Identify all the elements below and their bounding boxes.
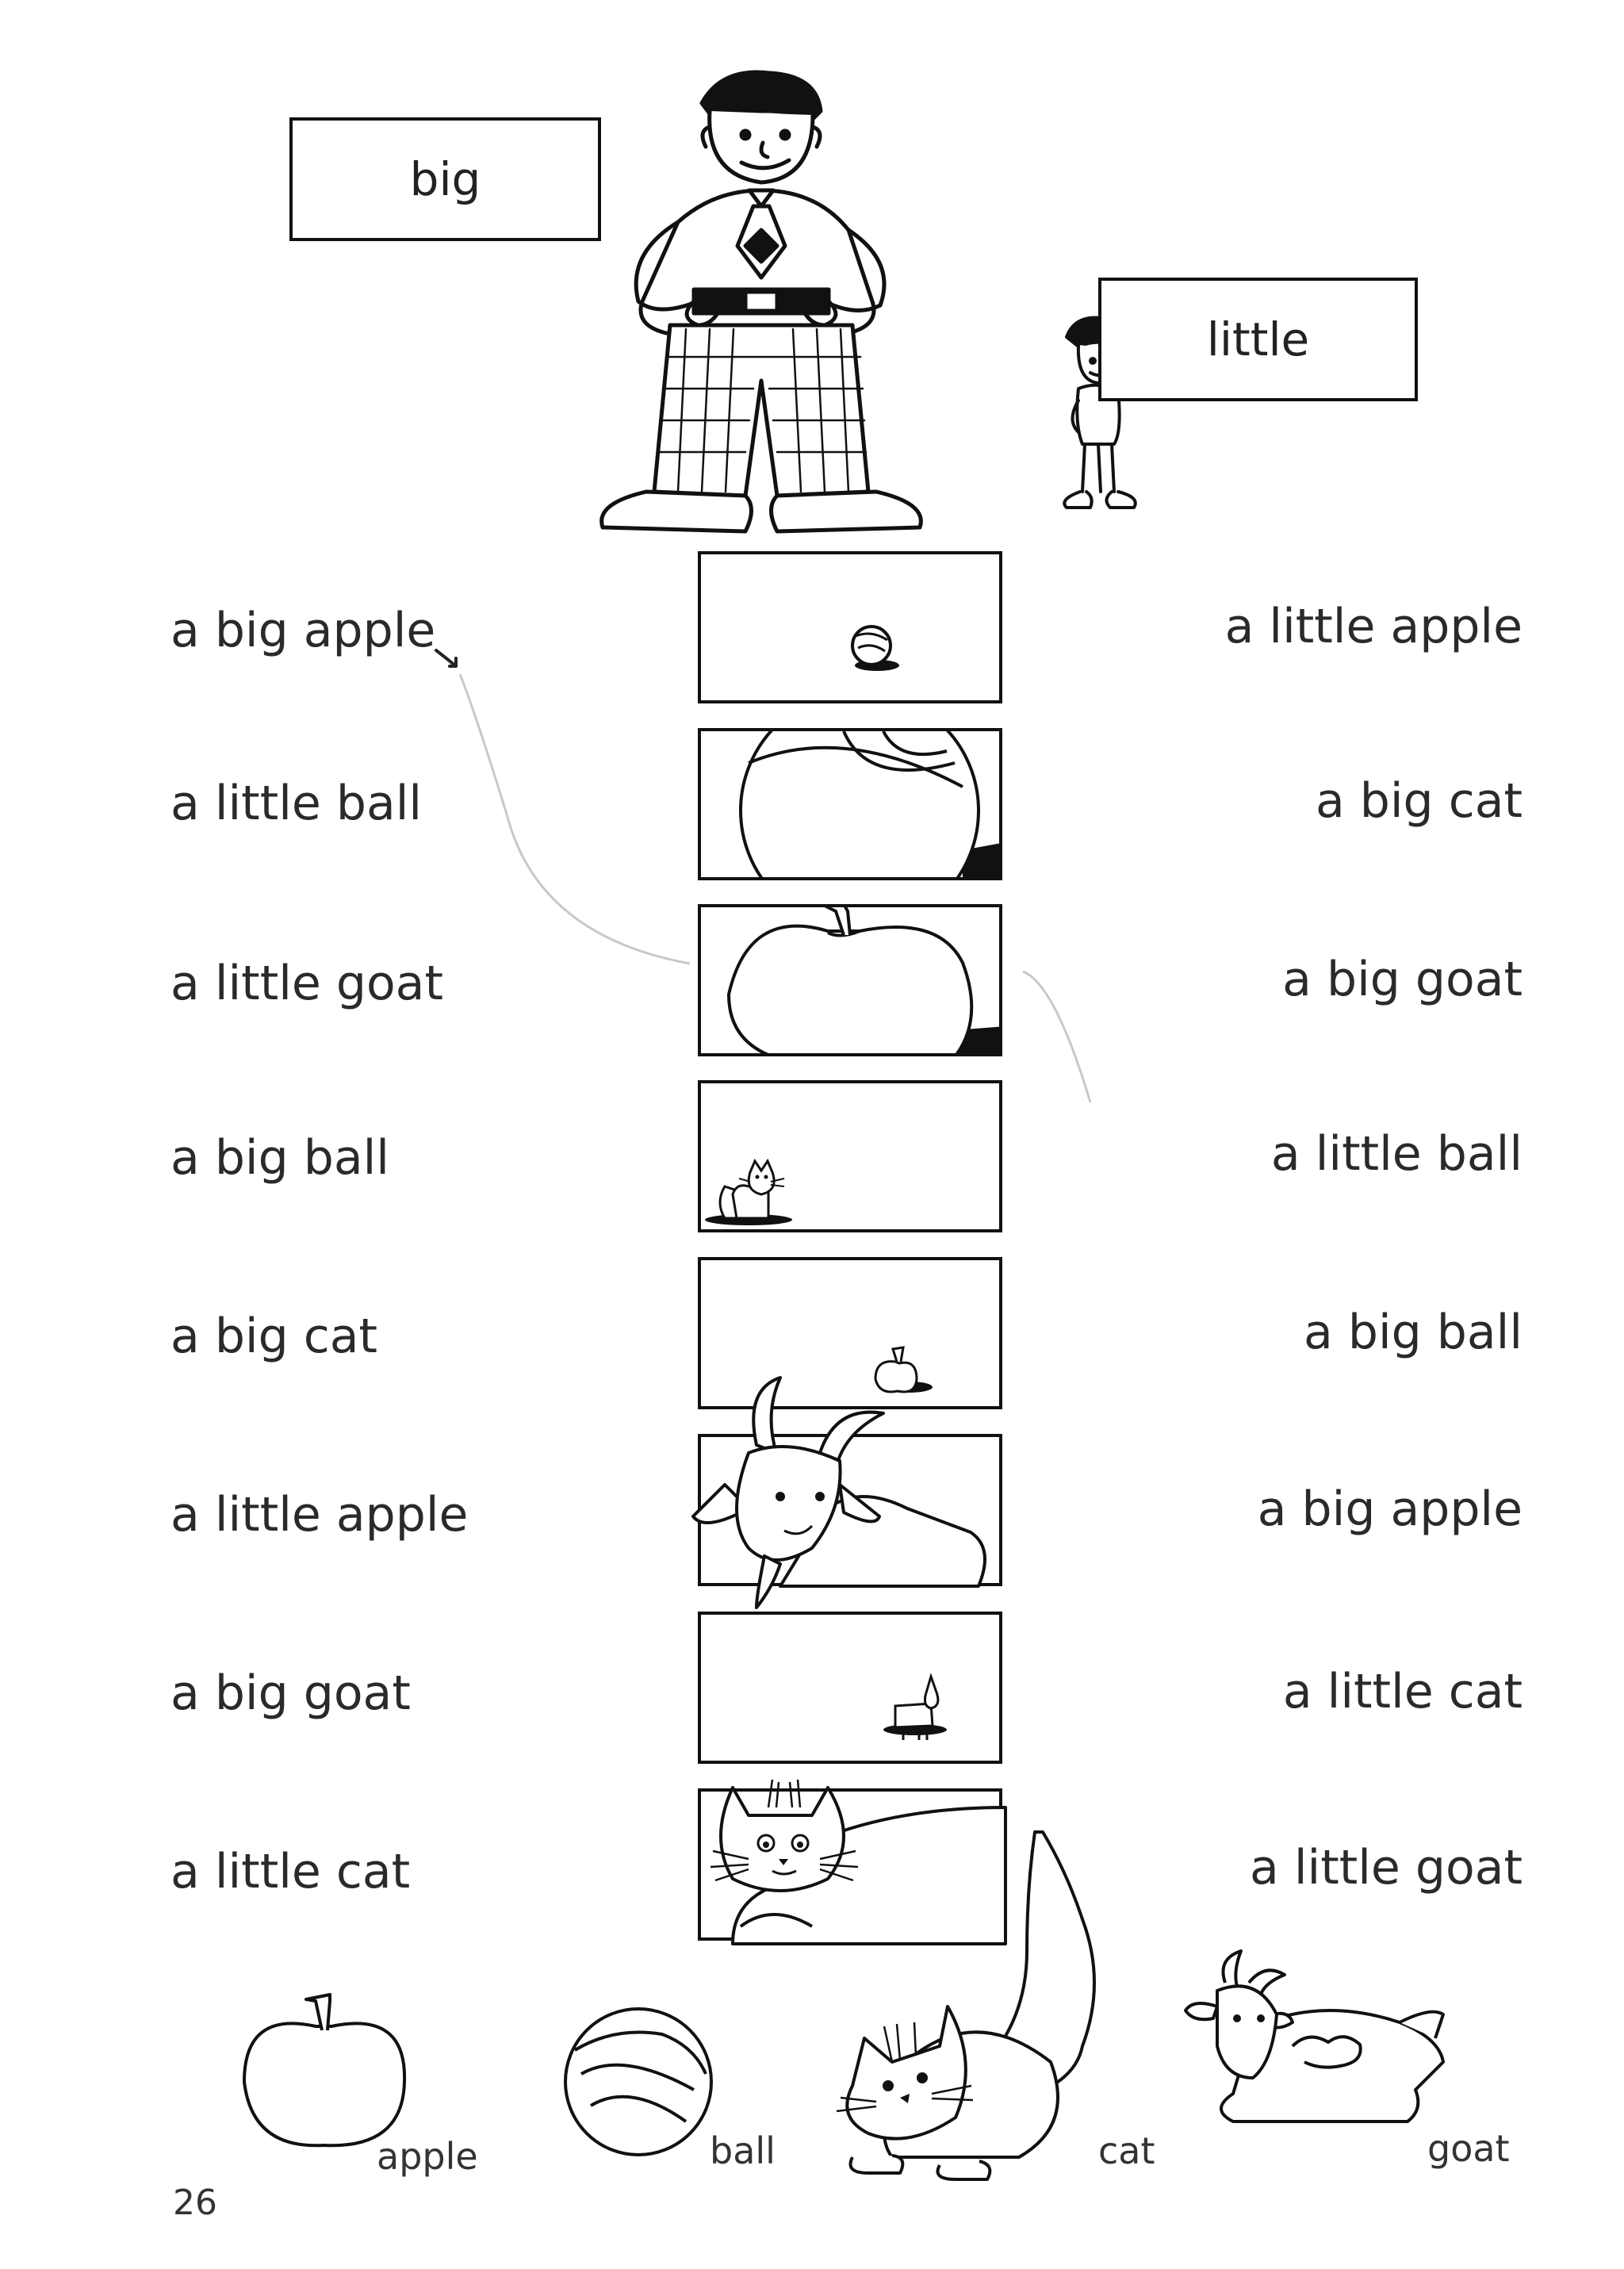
cat-caption: cat [1098,2129,1155,2172]
left-phrase: a little cat [170,1844,411,1899]
right-phrase: a big goat [1282,952,1522,1007]
panel-big-apple [698,904,1002,1056]
little-label: little [1206,312,1310,366]
little-label-box [1098,278,1418,401]
right-phrase: a little cat [1282,1664,1522,1719]
right-phrase: a little apple [1224,599,1522,654]
left-phrase: a little ball [170,776,423,831]
big-label-box [289,117,601,241]
right-phrase: a little ball [1270,1126,1522,1182]
little-cat-icon [701,1083,1002,1232]
left-phrase: a little apple [170,1487,469,1543]
left-phrase: a big cat [170,1309,378,1364]
cat-icon [821,1824,1154,2181]
panel-big-goat [698,1434,1002,1586]
right-phrase: a little goat [1250,1840,1522,1895]
little-apple-icon [701,1260,1002,1409]
big-apple-icon [701,907,1002,1056]
big-ball-icon [701,731,1002,880]
right-phrase: a big ball [1304,1305,1522,1360]
big-label: big [409,152,481,206]
panel-little-apple [698,1257,1002,1409]
left-phrase: a little goat [170,956,443,1011]
panel-little-goat [698,1612,1002,1764]
right-phrase: a big cat [1315,773,1522,829]
panel-big-ball [698,728,1002,880]
ball-icon [559,2003,718,2161]
left-phrase: a big ball [170,1130,389,1186]
goat-caption: goat [1427,2127,1510,2170]
big-goat-icon [701,1437,1005,1589]
left-phrase: a big apple [170,603,436,658]
apple-caption: apple [377,2135,478,2178]
ball-caption: ball [710,2129,776,2172]
right-phrase: a big apple [1257,1481,1522,1537]
page-number: 26 [173,2183,217,2223]
panel-little-cat [698,1080,1002,1232]
left-phrase: a big goat [170,1665,411,1721]
panel-little-ball [698,551,1002,703]
little-goat-icon [701,1615,1002,1764]
goat-icon [1170,1951,1455,2141]
little-ball-icon [701,554,1002,703]
